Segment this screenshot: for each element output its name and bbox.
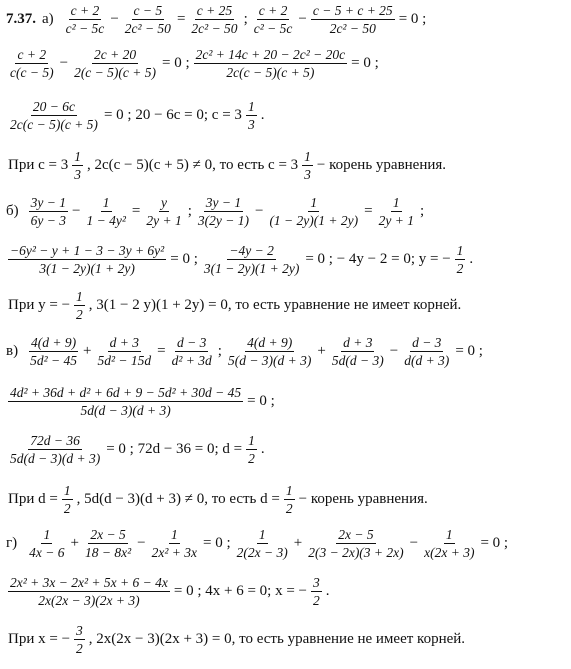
fraction-numerator: 1 — [74, 149, 81, 164]
fraction-denominator: 3(2y − 1) — [197, 213, 249, 228]
v-line-3 — [6, 432, 267, 467]
fraction-denominator: 2y + 1 — [146, 213, 182, 228]
fraction-denominator: 2 — [313, 593, 320, 608]
fraction-numerator: 3 — [76, 623, 83, 638]
operator-text: = 0 ; — [351, 55, 379, 71]
operator-text: При c = 3 — [8, 157, 69, 173]
fraction-numerator: 1 — [445, 527, 453, 542]
fraction — [144, 194, 183, 229]
fraction-denominator: c(c − 5) — [10, 65, 54, 80]
fraction-numerator: y — [161, 195, 168, 210]
fraction-denominator: 18 − 8x² — [84, 545, 132, 560]
fraction — [455, 242, 466, 277]
fraction-denominator: 2c² − 50 — [329, 21, 376, 36]
v-l3-content — [6, 432, 267, 467]
operator-text: . — [469, 251, 474, 267]
fraction-denominator: c² − 5c — [253, 21, 293, 36]
fraction-denominator: 2c² − 50 — [124, 21, 171, 36]
a-l3-content — [6, 98, 266, 133]
operator-text: − — [59, 55, 69, 71]
fraction — [194, 46, 348, 81]
fraction — [72, 148, 83, 183]
fraction — [72, 46, 158, 81]
fraction-numerator: 1 — [43, 527, 51, 542]
fraction-denominator: 2 — [76, 641, 83, 656]
fraction-numerator: c − 5 + c + 25 — [312, 3, 393, 18]
fraction — [64, 2, 107, 37]
operator-text: При y = − — [8, 297, 71, 313]
a-line-3 — [6, 98, 266, 133]
fraction — [226, 334, 313, 369]
b-l1-content — [27, 194, 426, 229]
fraction — [422, 526, 476, 561]
fraction-numerator: d − 3 — [177, 335, 207, 350]
fraction-denominator: 2 — [76, 307, 83, 322]
g-line-3 — [6, 622, 467, 657]
fraction — [311, 574, 322, 609]
fraction-numerator: 1 — [285, 483, 293, 498]
fraction-numerator: 1 — [63, 483, 71, 498]
fraction-numerator: 1 — [304, 149, 311, 164]
fraction-numerator: 72d − 36 — [30, 433, 80, 448]
fraction-denominator: d² + 3d — [171, 353, 212, 368]
part-v-label: в) — [6, 343, 19, 359]
fraction-numerator: c + 25 — [196, 3, 233, 18]
fraction-numerator: −6y² − y + 1 − 3 − 3y + 6y² — [10, 243, 165, 258]
fraction-denominator: 2c(c − 5)(c + 5) — [10, 117, 98, 132]
fraction — [235, 526, 290, 561]
v-line-1 — [6, 334, 485, 369]
operator-text: = — [157, 343, 166, 359]
fraction-denominator: 2(3 − 2x)(3 + 2x) — [308, 545, 404, 560]
fraction-denominator: 2 — [456, 261, 464, 276]
part-b-label: б) — [6, 203, 19, 219]
b-l2-content — [6, 242, 475, 277]
fraction-numerator: 2x² + 3x − 2x² + 5x + 6 − 4x — [10, 575, 168, 590]
fraction-numerator: d + 3 — [109, 335, 139, 350]
fraction-denominator: 5d(d − 3)(d + 3) — [80, 403, 171, 418]
fraction-denominator: 5d² − 15d — [97, 353, 152, 368]
fraction — [27, 526, 66, 561]
fraction-numerator: 4(d + 9) — [30, 335, 77, 350]
part-g-label: г) — [6, 535, 18, 551]
v-l4-content — [6, 482, 430, 517]
v-line-4 — [6, 482, 430, 517]
fraction-denominator: 3(1 − 2y)(1 + 2y) — [39, 261, 135, 276]
g-l1-content — [25, 526, 510, 561]
operator-text: = 0 ; 20 − 6c = 0; c = 3 — [103, 107, 242, 123]
fraction-numerator: c + 2 — [70, 3, 100, 18]
operator-text: При d = — [8, 491, 58, 507]
g-l3-content — [6, 622, 467, 657]
fraction — [95, 334, 153, 369]
b-line-1 — [6, 194, 426, 229]
operator-text: = — [131, 203, 141, 219]
fraction — [246, 432, 257, 467]
operator-text: ; — [187, 203, 192, 219]
operator-text: = 0 ; 4x + 6 = 0; x = − — [173, 583, 307, 599]
v-l1-content — [26, 334, 485, 369]
part-a-label: а) — [42, 11, 54, 27]
fraction-numerator: 3y − 1 — [30, 195, 66, 210]
fraction-denominator: 6y − 3 — [30, 213, 66, 228]
fraction-numerator: 1 — [76, 289, 83, 304]
fraction-denominator: 3 — [247, 117, 255, 132]
fraction — [28, 334, 79, 369]
operator-text: + — [293, 535, 303, 551]
operator-text: + — [70, 535, 79, 551]
operator-text: − — [72, 203, 81, 219]
fraction — [8, 98, 100, 133]
operator-text: ; — [243, 11, 248, 27]
operator-text: + — [317, 343, 326, 359]
fraction-numerator: 4d² + 36d + d² + 6d + 9 − 5d² + 30d − 45 — [10, 385, 242, 400]
v-line-2 — [6, 384, 277, 419]
b-line-2 — [6, 242, 475, 277]
operator-text: − — [254, 203, 264, 219]
operator-text: = 0 ; — [247, 393, 275, 409]
operator-text: = 0 ; — [162, 55, 190, 71]
operator-text: = — [364, 203, 373, 219]
fraction-denominator: 2y + 1 — [378, 213, 414, 228]
fraction-denominator: 1 − 4y² — [86, 213, 126, 228]
fraction — [189, 2, 239, 37]
fraction — [74, 288, 85, 323]
fraction-numerator: 1 — [247, 99, 255, 114]
fraction-denominator: 5d² − 45 — [30, 353, 77, 368]
fraction-numerator: 20 − 6c — [32, 99, 76, 114]
g-l2-content — [6, 574, 332, 609]
fraction — [84, 194, 127, 229]
fraction — [306, 526, 405, 561]
fraction — [8, 384, 243, 419]
fraction — [246, 98, 257, 133]
operator-text: ; — [419, 203, 425, 219]
operator-text: − — [137, 535, 146, 551]
problem-number: 7.37. — [6, 11, 36, 27]
fraction — [150, 526, 199, 561]
fraction-denominator: 2(2x − 3) — [236, 545, 288, 560]
fraction-numerator: 2c + 20 — [93, 47, 137, 62]
operator-text: − — [110, 11, 119, 27]
fraction-numerator: 1 — [392, 195, 400, 210]
fraction — [8, 574, 170, 609]
fraction — [202, 242, 301, 277]
fraction-denominator: 2x² + 3x — [151, 545, 198, 560]
fraction — [402, 334, 451, 369]
fraction — [8, 432, 102, 467]
fraction — [74, 622, 85, 657]
fraction — [267, 194, 360, 229]
fraction-numerator: −4y − 2 — [229, 243, 274, 258]
fraction — [252, 2, 295, 37]
fraction-numerator: 3 — [313, 575, 320, 590]
fraction — [284, 482, 295, 517]
fraction — [62, 482, 73, 517]
operator-text: . — [325, 583, 330, 599]
fraction — [29, 194, 68, 229]
fraction-numerator: 4(d + 9) — [247, 335, 293, 350]
operator-text: = 0 ; — [170, 251, 198, 267]
a-l4-content — [6, 148, 448, 183]
operator-text: − — [389, 343, 399, 359]
a-line-2 — [6, 46, 381, 81]
fraction-denominator: 2c² − 50 — [191, 21, 238, 36]
operator-text: , 5d(d − 3)(d + 3) ≠ 0, то есть d = — [76, 491, 280, 507]
operator-text: = 0 ; 72d − 36 = 0; d = — [106, 441, 243, 457]
fraction-numerator: d + 3 — [343, 335, 373, 350]
operator-text: − — [298, 11, 307, 27]
fraction — [170, 334, 214, 369]
fraction-numerator: 2c² + 14c + 20 − 2c² − 20c — [195, 47, 346, 62]
fraction-denominator: x(2x + 3) — [424, 545, 475, 560]
fraction-denominator: 2 — [248, 451, 255, 466]
fraction-denominator: (1 − 2y)(1 + 2y) — [269, 213, 359, 228]
operator-text: − — [409, 535, 419, 551]
fraction-denominator: 3 — [304, 167, 311, 182]
fraction-denominator: 2c(c − 5)(c + 5) — [226, 65, 315, 80]
fraction — [377, 194, 416, 229]
operator-text: = 0 ; — [480, 535, 509, 551]
fraction-numerator: 1 — [258, 527, 266, 542]
operator-text: . — [260, 107, 265, 123]
fraction-numerator: 1 — [248, 433, 255, 448]
fraction — [311, 2, 395, 37]
a-l1-content — [62, 2, 429, 37]
fraction-denominator: 5(d − 3)(d + 3) — [227, 353, 312, 368]
fraction-denominator: 3 — [74, 167, 81, 182]
a-l2-content — [6, 46, 381, 81]
fraction-denominator: 2 — [63, 501, 71, 516]
v-l2-content — [6, 384, 277, 419]
fraction-numerator: c + 2 — [17, 47, 47, 62]
fraction-denominator: 3(1 − 2y)(1 + 2y) — [203, 261, 300, 276]
operator-text: , 2c(c − 5)(c + 5) ≠ 0, то есть c = 3 — [86, 157, 299, 173]
operator-text: , 3(1 − 2 y)(1 + 2y) = 0, то есть уравнение не имеет корней. — [88, 297, 462, 313]
fraction — [83, 526, 133, 561]
fraction-denominator: c² − 5c — [65, 21, 105, 36]
operator-text: + — [83, 343, 92, 359]
fraction-denominator: 5d(d − 3) — [331, 353, 384, 368]
fraction — [123, 2, 173, 37]
b-line-3 — [6, 288, 463, 323]
operator-text: = 0 ; — [455, 343, 483, 359]
fraction-numerator: 1 — [456, 243, 464, 258]
a-line-1 — [6, 2, 428, 37]
operator-text: , 2x(2x − 3)(2x + 3) = 0, то есть уравнение не имеет корней. — [88, 631, 466, 647]
fraction — [8, 46, 56, 81]
operator-text: = 0 ; — [203, 535, 231, 551]
operator-text: = 0 ; − 4y − 2 = 0; y = − — [305, 251, 451, 267]
fraction-denominator: 2x(2x − 3)(2x + 3) — [38, 593, 140, 608]
fraction-numerator: 2x − 5 — [338, 527, 374, 542]
fraction — [302, 148, 313, 183]
fraction-numerator: c + 2 — [258, 3, 288, 18]
operator-text: ; — [217, 343, 222, 359]
fraction — [330, 334, 386, 369]
operator-text: При x = − — [8, 631, 71, 647]
operator-text: − корень уравнения. — [316, 157, 447, 173]
fraction — [8, 242, 166, 277]
fraction-denominator: 4x − 6 — [29, 545, 65, 560]
b-l3-content — [6, 288, 463, 323]
fraction-numerator: 1 — [102, 195, 110, 210]
g-line-2 — [6, 574, 332, 609]
fraction-numerator: c − 5 — [133, 3, 163, 18]
fraction — [196, 194, 251, 229]
a-line-4 — [6, 148, 448, 183]
operator-text: . — [260, 441, 265, 457]
operator-text: − корень уравнения. — [298, 491, 428, 507]
fraction-numerator: d − 3 — [412, 335, 442, 350]
fraction-denominator: 5d(d − 3)(d + 3) — [10, 451, 101, 466]
operator-text: = 0 ; — [398, 11, 427, 27]
fraction-denominator: 2 — [285, 501, 293, 516]
fraction-denominator: d(d + 3) — [404, 353, 450, 368]
operator-text: = — [176, 11, 186, 27]
fraction-numerator: 3y − 1 — [205, 195, 242, 210]
fraction-numerator: 1 — [170, 527, 178, 542]
fraction-denominator: 2(c − 5)(c + 5) — [74, 65, 156, 80]
fraction-numerator: 1 — [310, 195, 318, 210]
fraction-numerator: 2x − 5 — [90, 527, 126, 542]
g-line-1 — [6, 526, 510, 561]
